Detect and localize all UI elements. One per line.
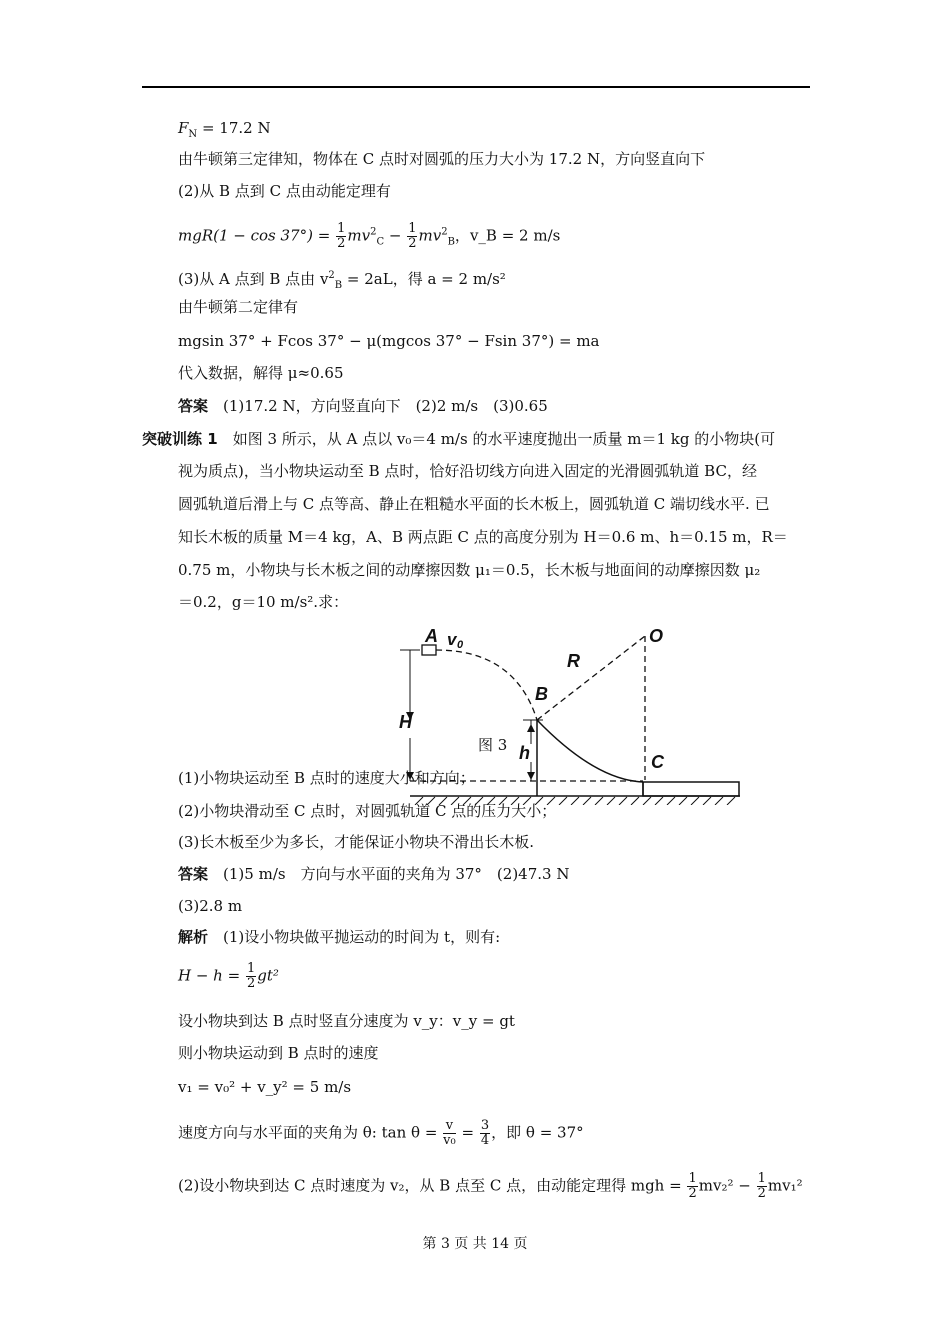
label-H: H <box>399 712 412 732</box>
label-B: B <box>535 684 548 704</box>
fraction-half-3: $\frac{1}{2}$ <box>246 961 256 991</box>
fraction-vx-v0: $\frac{v}{\text{v₀}}$ <box>443 1118 456 1148</box>
answer-line-1: 答案 (1)5 m/s 方向与水平面的夹角为 37° (2)47.3 N <box>178 865 570 883</box>
fraction-three-quarters: $\frac{3}{4}$ <box>480 1118 490 1148</box>
problem-line-5: 0.75 m，小物块与长木板之间的动摩擦因数 μ₁＝0.5，长木板与地面间的动摩擦因数 μ₂ <box>178 561 761 579</box>
fraction-half: $\frac{1}{2}$ <box>337 221 346 251</box>
problem-line-1: 突破训练 1 如图 3 所示，从 A 点以 v₀＝4 m/s 的水平速度抛出一质量 m＝1 kg 的小物块(可 <box>142 430 776 448</box>
problem-line-3: 圆弧轨道后滑上与 C 点等高、静止在粗糙水平面的长木板上，圆弧轨道 C 端切线水平. 已 <box>178 495 770 513</box>
fraction-half-4: $\frac{1}{2}$ <box>688 1171 697 1201</box>
problem-line-4: 知长木板的质量 M＝4 kg，A、B 两点距 C 点的高度分别为 H＝0.6 m、h＝0.15 m，R＝ <box>178 528 788 546</box>
analysis-line-2: H − h = $\frac{1}{2}$ gt² <box>178 961 279 991</box>
fraction-half-5: $\frac{1}{2}$ <box>757 1171 766 1201</box>
answer-line-2: (3)2.8 m <box>178 897 243 915</box>
text-line-substitute: 代入数据，解得 μ≈0.65 <box>178 364 344 382</box>
label-v0: v <box>447 630 457 649</box>
analysis-line-4: 则小物块运动到 B 点时的速度 <box>178 1044 379 1062</box>
analysis-line-6: 速度方向与水平面的夹角为 θ: tan θ = $\frac{v}{\text{v₀}}$ = $\frac{3}{4}$ ，即 θ = 37° <box>178 1118 584 1148</box>
analysis-line-7: (2)设小物块到达 C 点时速度为 v₂，从 B 点至 C 点，由动能定理得 mgh = $\frac{1}{2}$ mv₂² − $\frac{1}{2}$ mv₁² <box>178 1171 803 1201</box>
label-A: A <box>425 626 438 646</box>
header-rule <box>142 86 810 88</box>
problem-line-2: 视为质点)，当小物块运动至 B 点时，恰好沿切线方向进入固定的光滑圆弧轨道 BC，经 <box>178 462 757 480</box>
label-C: C <box>651 752 664 772</box>
text-line-part2: (2)从 B 点到 C 点由动能定理有 <box>178 182 391 200</box>
text-line-answer-prev: 答案 (1)17.2 N，方向竖直向下 (2)2 m/s (3)0.65 <box>178 397 548 415</box>
question-2: (2)小物块滑动至 C 点时，对圆弧轨道 C 点的压力大小； <box>178 802 557 820</box>
label-O: O <box>649 626 664 646</box>
text-line-newton3: 由牛顿第三定律知，物体在 C 点时对圆弧的压力大小为 17.2 N，方向竖直向下 <box>178 150 706 168</box>
figure-caption: 图 3 <box>478 736 508 754</box>
text-line-part3: (3)从 A 点到 B 点由 $v^2_B = 2aL$，得 a = 2 m/s² <box>178 270 506 291</box>
label-R: R <box>567 651 580 671</box>
fraction-half-2: $\frac{1}{2}$ <box>408 221 417 251</box>
analysis-line-5: v₁ = v₀² + v_y² = 5 m/s <box>178 1078 352 1096</box>
text-line-force-equation: mgsin 37° + Fcos 37° − μ(mgcos 37° − Fsin 37°) = ma <box>178 332 600 350</box>
text-line-energy-equation: mgR(1 − cos 37°) = $\frac{1}{2}$ $mv^2_C$ − $\frac{1}{2}$ $mv^2_B$，v_B = 2 m/s <box>178 221 561 251</box>
analysis-line-1: 解析 (1)设小物块做平抛运动的时间为 t，则有: <box>178 928 501 946</box>
text-line-newton2: 由牛顿第二定律有 <box>178 298 299 316</box>
text-line-fn: $F_N = 17.2$ N <box>178 119 271 140</box>
question-3: (3)长木板至少为多长，才能保证小物块不滑出长木板. <box>178 833 535 851</box>
question-1: (1)小物块运动至 B 点时的速度大小和方向； <box>178 769 475 787</box>
label-v0-sub: 0 <box>457 639 464 651</box>
page-footer: 第 3 页 共 14 页 <box>422 1236 528 1252</box>
problem-line-6: ＝0.2，g＝10 m/s².求： <box>178 593 349 611</box>
analysis-line-3: 设小物块到达 B 点时竖直分速度为 v_y：v_y = gt <box>178 1012 515 1030</box>
label-h: h <box>519 743 530 763</box>
